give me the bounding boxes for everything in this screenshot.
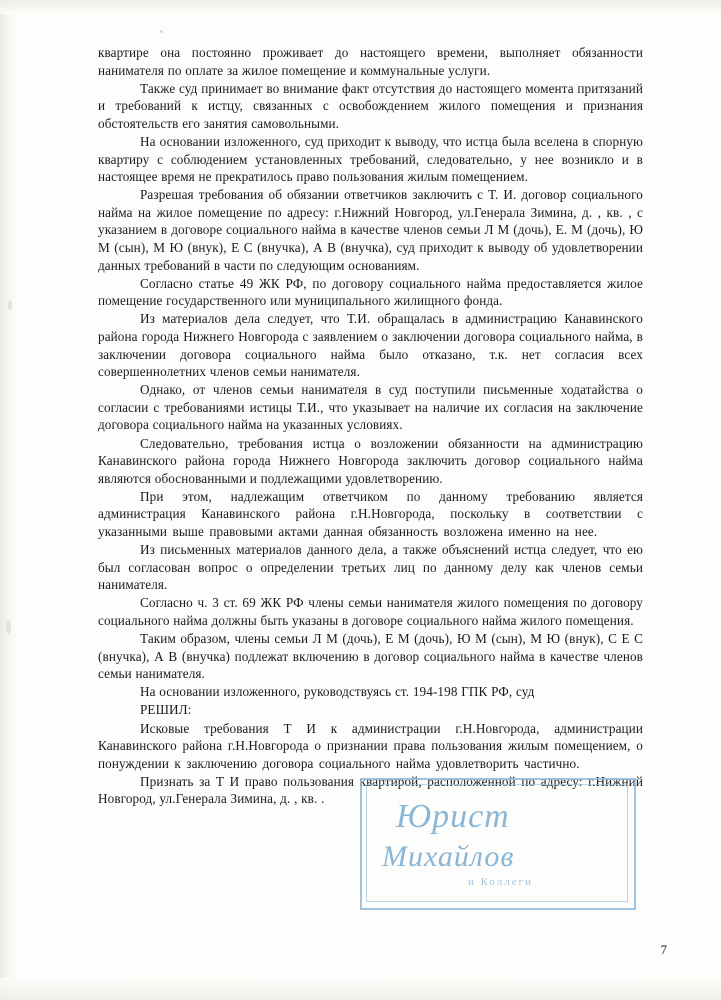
paragraph-6: Из материалов дела следует, что Т.И. обращалась в администрацию Канавинского района города Нижнего Новгорода с заявлением о заключении договора социального найма, в заключении договора социального найма было отказано, т.к. нет согласия всех совершеннолетних членов семьи нанимателя.	[98, 311, 643, 380]
paragraph-9: При этом, надлежащим ответчиком по данному требованию является администрация Канавинского района г.Н.Новгорода, поскольку в соответствии с указанными выше правовыми актами данная обязанность возложена именно на нее.	[98, 488, 643, 540]
paragraph-13: На основании изложенного, руководствуясь ст. 194-198 ГПК РФ, суд	[140, 684, 535, 700]
paragraph-8: Следовательно, требования истца о возложении обязанности на администрацию Канавинского района города Нижнего Новгорода заключить договор социального найма являются обоснованными и подлежащими удовлетворению.	[98, 435, 643, 486]
stamp-line-3: и Коллеги	[468, 876, 534, 888]
decision-paragraph-2: Признать за Т И право пользования квартирой, расположенной по адресу: г.Нижний Новгород, ул.Генерала Зимина, д. , кв. .	[98, 773, 643, 807]
paragraph-4: Разрешая требования об обязании ответчиков заключить с Т. И. договор социального найма на жилое помещение по адресу: г.Нижний Новгород, ул.Генерала Зимина, д. , кв. , с указанием в договоре социального найма в качестве членов семьи Л М (дочь), Е. М (дочь), Ю М (сын), М Ю (внук), Е С (внучка), А В (внучка), суд приходит к выводу об удовлетворении данных требований в части по следующим основаниям.	[98, 187, 643, 273]
paragraph-10: Из письменных материалов данного дела, а также объяснений истца следует, что ею был согласован вопрос о определении третьих лиц по данному делу как членов семьи нанимателя.	[98, 542, 643, 593]
decision-heading: РЕШИЛ:	[140, 702, 192, 718]
stamp-line-2: Михайлов	[382, 840, 515, 873]
scan-speck	[6, 620, 11, 634]
stamp-line-1: Юрист	[396, 798, 510, 835]
scan-speck	[160, 30, 163, 33]
paragraph-5: Согласно статье 49 ЖК РФ, по договору социального найма предоставляется жилое помещение государственного или муниципального жилищного фонда.	[98, 275, 643, 309]
paragraph-7: Однако, от членов семьи нанимателя в суд поступили письменные ходатайства о согласии с требованиями истицы Т.И., что указывает на наличие их согласия на заключение договора социального найма на указанных условиях.	[98, 382, 643, 433]
scan-edge-left	[0, 0, 18, 1000]
paragraph-2: Также суд принимает во внимание факт отсутствия до настоящего момента притязаний и требований к истцу, связанных с освобождением жилого помещения и признания обстоятельств его занятия самовольными.	[98, 80, 643, 131]
paragraph-12: Таким образом, члены семьи Л М (дочь), Е М (дочь), Ю М (сын), М Ю (внук), С Е С (внучка), А В (внучка) подлежат включению в договор социального найма в качестве членов семьи нанимателя.	[98, 631, 643, 682]
scan-edge-bottom	[0, 978, 721, 1000]
paragraph-3: На основании изложенного, суд приходит к выводу, что истца была вселена в спорную квартиру с соблюдением установленных требований, следовательно, у нее возникло и в настоящее время не прекратилось право пользования жилым помещением.	[98, 133, 643, 185]
paragraph-1: квартире она постоянно проживает до настоящего времени, выполняет обязанности нанимателя по оплате за жилое помещение и коммунальные услуги.	[98, 45, 643, 78]
document-body	[98, 44, 643, 809]
paragraph-11: Согласно ч. 3 ст. 69 ЖК РФ члены семьи нанимателя жилого помещения по договору социального найма должны быть указаны в договоре социального найма жилого помещения.	[98, 595, 643, 628]
decision-paragraph-1: Исковые требования Т И к администрации г.Н.Новгорода, администрации Канавинского района г.Н.Новгорода о признании права пользования жилым помещением, о понуждении к заключению договора социального найма удовлетворить частично.	[98, 720, 643, 771]
scan-edge-top	[0, 0, 721, 14]
scan-speck	[8, 300, 12, 310]
page-number: 7	[660, 942, 667, 957]
